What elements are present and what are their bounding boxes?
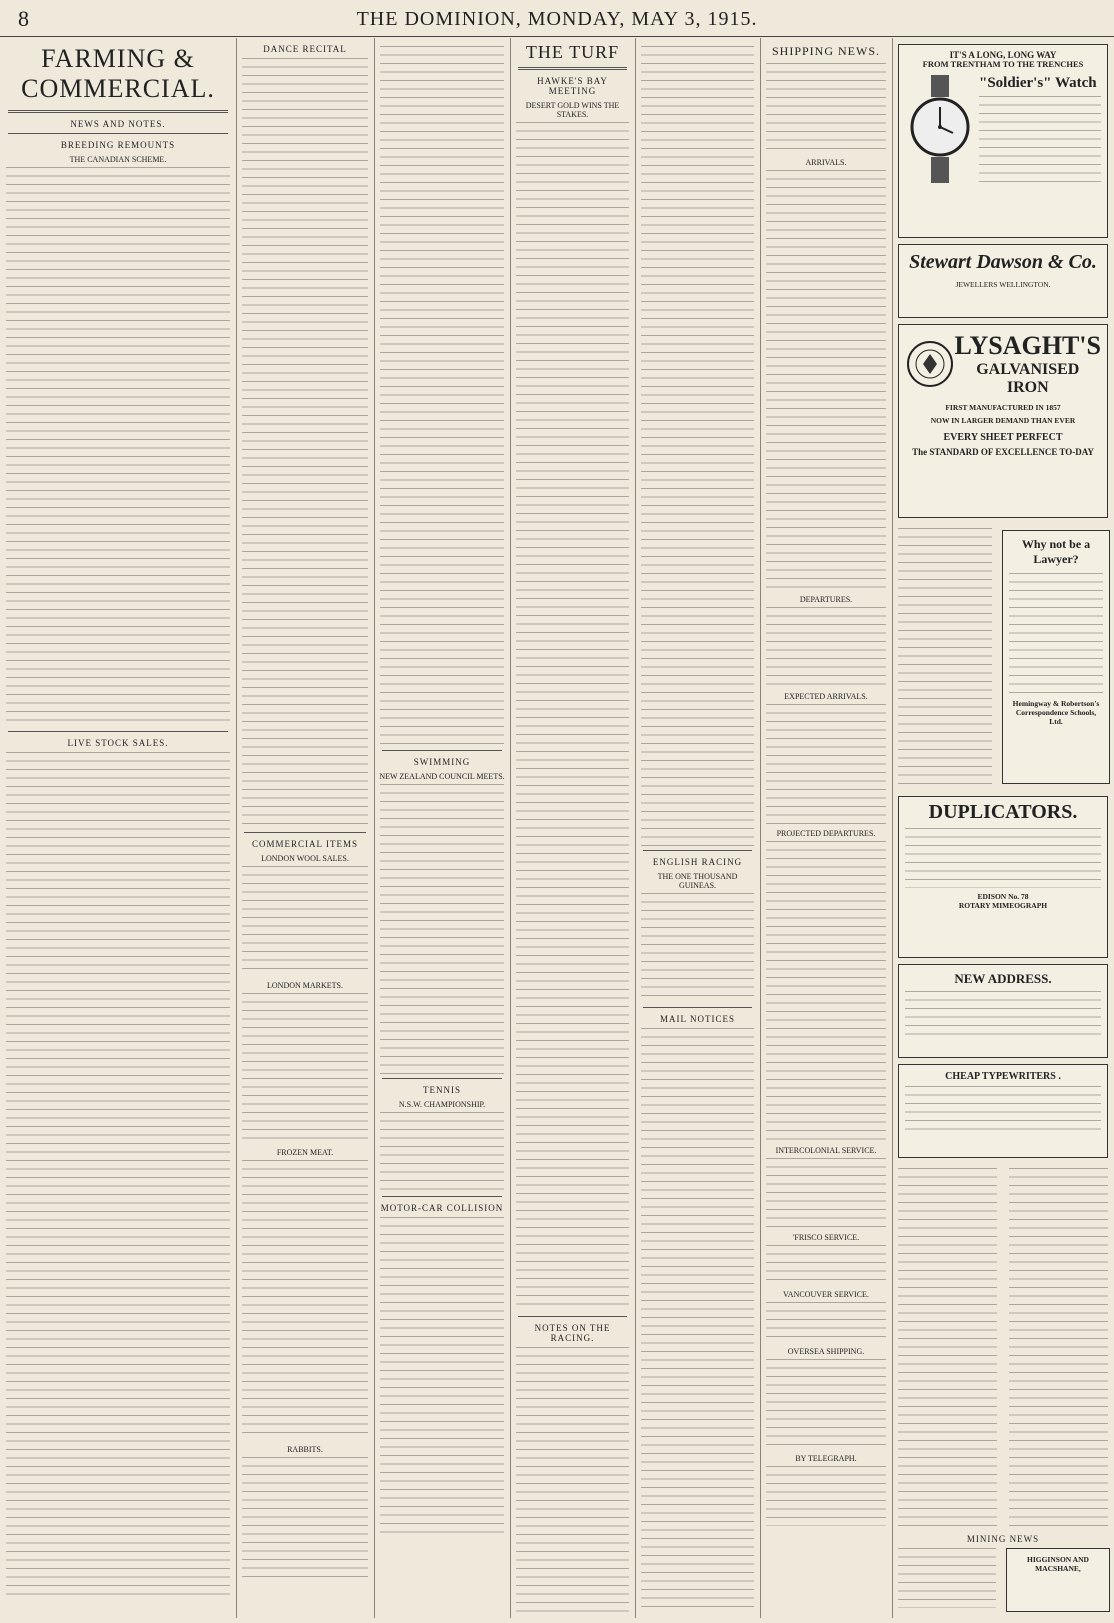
column-sport xyxy=(374,38,511,1618)
higginson-advertisement xyxy=(1006,1548,1110,1612)
column-shipping xyxy=(760,38,893,1618)
ad-brand: DUPLICATORS. xyxy=(928,801,1078,823)
ad-line: FROM TRENTHAM TO THE TRENCHES xyxy=(922,59,1084,69)
article-body xyxy=(516,122,629,1312)
hawkes-bay-heading: HAWKE'S BAY MEETING xyxy=(537,76,608,96)
farming-heading: FARMING & COMMERCIAL. xyxy=(21,44,215,103)
breeding-remounts-heading: BREEDING REMOUNTS xyxy=(60,140,176,150)
article-body xyxy=(766,1302,886,1342)
column-turf xyxy=(510,38,636,1618)
column-ads xyxy=(892,38,1114,1618)
oversea-shipping-heading: OVERSEA SHIPPING. xyxy=(787,1347,865,1356)
new-address-advertisement xyxy=(898,964,1108,1058)
lysaght-advertisement xyxy=(898,324,1108,518)
london-wool-sales-heading: LONDON WOOL SALES. xyxy=(261,854,349,863)
ad-line: Hemingway & Robertson's Correspondence Schools, Ltd. xyxy=(1012,699,1100,726)
vancouver-service-heading: VANCOUVER SERVICE. xyxy=(783,1290,869,1299)
projected-departures-heading: PROJECTED DEPARTURES. xyxy=(776,829,876,838)
ad-line: GALVANISED xyxy=(976,361,1080,378)
ad-line: EVERY SHEET PERFECT xyxy=(943,432,1063,443)
ad-line: FIRST MANUFACTURED IN 1857 xyxy=(945,403,1061,412)
one-thousand-guineas-heading: THE ONE THOUSAND GUINEAS. xyxy=(657,872,738,890)
mining-news-heading: MINING NEWS xyxy=(966,1534,1040,1544)
ad-line: The STANDARD OF EXCELLENCE TO-DAY xyxy=(912,447,1094,457)
expected-arrivals-heading: EXPECTED ARRIVALS. xyxy=(784,692,868,701)
live-stock-sales-heading: LIVE STOCK SALES. xyxy=(67,738,169,748)
ad-brand: Why not be a Lawyer? xyxy=(1021,537,1091,566)
typewriters-advertisement xyxy=(898,1064,1108,1158)
article-body xyxy=(6,167,230,727)
page-number: 8 xyxy=(18,6,29,31)
duplicators-advertisement xyxy=(898,796,1108,958)
swimming-heading: SWIMMING xyxy=(413,757,471,767)
turf-heading: THE TURF xyxy=(525,42,620,62)
ad-brand: CHEAP TYPEWRITERS . xyxy=(945,1071,1061,1082)
ad-brand: NEW ADDRESS. xyxy=(954,971,1052,986)
tennis-heading: TENNIS xyxy=(423,1085,461,1095)
column-dance xyxy=(236,38,375,1618)
ad-line: IRON xyxy=(1006,379,1049,396)
article-body xyxy=(766,170,886,590)
ad-line: EDISON No. 78 xyxy=(977,892,1029,901)
article-body xyxy=(766,841,886,1141)
frozen-meat-heading: FROZEN MEAT. xyxy=(276,1148,334,1157)
english-racing-heading: ENGLISH RACING xyxy=(652,857,743,867)
article-body xyxy=(898,1168,997,1528)
column-racing xyxy=(635,38,761,1618)
ad-brand: LYSAGHT'S xyxy=(954,331,1101,360)
shipping-news-heading: SHIPPING NEWS. xyxy=(771,44,880,58)
arrivals-heading: ARRIVALS. xyxy=(805,158,847,167)
ad-line: ROTARY MIMEOGRAPH xyxy=(958,901,1048,910)
news-notes-heading: NEWS AND NOTES. xyxy=(70,119,166,129)
article-body xyxy=(766,63,886,153)
article-body xyxy=(380,1217,504,1537)
ad-line: IT'S A LONG, LONG WAY xyxy=(949,50,1057,60)
article-body xyxy=(766,1245,886,1285)
motor-car-collision-heading: MOTOR-CAR COLLISION xyxy=(380,1203,504,1213)
nsw-championship-heading: N.S.W. CHAMPIONSHIP. xyxy=(398,1100,486,1109)
lawyer-advertisement xyxy=(1002,530,1110,784)
article-body xyxy=(380,1112,504,1192)
article-body xyxy=(242,1457,368,1577)
article-body xyxy=(766,1466,886,1526)
dance-recital-heading: DANCE RECITAL xyxy=(263,44,347,54)
article-body xyxy=(766,1158,886,1228)
article-body xyxy=(641,1028,754,1608)
stewart-dawson-ad xyxy=(898,244,1108,318)
mail-notices-heading: MAIL NOTICES xyxy=(660,1014,735,1024)
article-body xyxy=(516,1347,629,1618)
article-body xyxy=(641,893,754,1003)
trade-mark-icon xyxy=(905,339,955,389)
departures-heading: DEPARTURES. xyxy=(799,595,853,604)
column-farming xyxy=(0,38,237,1618)
by-telegraph-heading: BY TELEGRAPH. xyxy=(795,1454,857,1463)
masthead xyxy=(0,0,1114,37)
masthead-title: THE DOMINION, MONDAY, MAY 3, 1915. xyxy=(356,8,758,30)
watch-icon xyxy=(905,75,975,185)
canadian-scheme-heading: THE CANADIAN SCHEME. xyxy=(69,155,167,164)
article-body xyxy=(6,752,230,1602)
article-body xyxy=(242,993,368,1143)
ad-brand: HIGGINSON AND MACSHANE, xyxy=(1027,1555,1089,1573)
article-body xyxy=(242,866,368,976)
article-body xyxy=(766,704,886,824)
ad-brand: "Soldier's" Watch xyxy=(979,75,1097,91)
nz-council-meets-heading: NEW ZEALAND COUNCIL MEETS. xyxy=(379,772,505,781)
article-body xyxy=(898,1548,996,1608)
notes-on-racing-heading: NOTES ON THE RACING. xyxy=(534,1323,611,1343)
intercolonial-service-heading: INTERCOLONIAL SERVICE. xyxy=(775,1146,877,1155)
rabbits-heading: RABBITS. xyxy=(287,1445,323,1454)
watch-advertisement xyxy=(898,44,1108,238)
article-body xyxy=(242,58,368,828)
article-body xyxy=(242,1160,368,1440)
desert-gold-heading: DESERT GOLD WINS THE STAKES. xyxy=(525,101,620,119)
frisco-service-heading: 'FRISCO SERVICE. xyxy=(792,1233,860,1242)
article-body xyxy=(1009,1168,1108,1528)
article-body xyxy=(766,1359,886,1449)
ad-brand: Stewart Dawson & Co. xyxy=(909,251,1097,273)
article-body xyxy=(766,607,886,687)
article-body xyxy=(380,46,504,746)
ad-line: NOW IN LARGER DEMAND THAN EVER xyxy=(930,416,1076,425)
article-body xyxy=(641,46,754,846)
london-markets-heading: LONDON MARKETS. xyxy=(267,981,343,990)
article-body xyxy=(380,784,504,1074)
article-body xyxy=(898,528,992,788)
ad-line: JEWELLERS WELLINGTON. xyxy=(955,280,1051,289)
commercial-items-heading: COMMERCIAL ITEMS xyxy=(252,839,358,849)
